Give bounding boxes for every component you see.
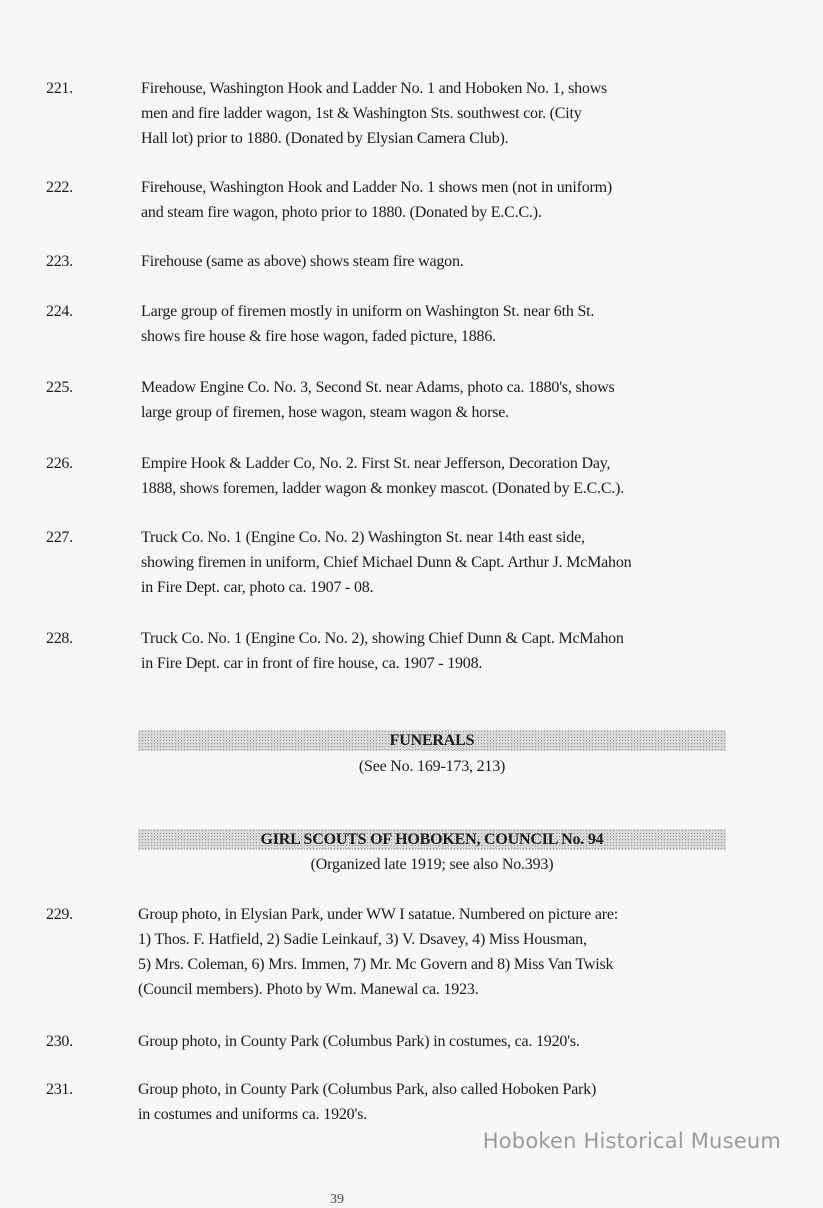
entry-number: 228.	[46, 630, 73, 647]
entry-line: Truck Co. No. 1 (Engine Co. No. 2) Washington St. near 14th east side,	[141, 529, 585, 546]
entry-description	[141, 299, 781, 349]
museum-watermark: Hoboken Historical Museum	[482, 1129, 781, 1153]
entry-number: 221.	[46, 80, 73, 97]
page-number: 39	[330, 1192, 344, 1207]
entry-line: showing firemen in uniform, Chief Michael Dunn & Capt. Arthur J. McMahon	[141, 554, 632, 571]
entry-line: (Council members). Photo by Wm. Manewal ca. 1923.	[138, 981, 479, 998]
entry-line: 1) Thos. F. Hatfield, 2) Sadie Leinkauf, 3) V. Dsavey, 4) Miss Housman,	[138, 931, 587, 948]
entry-line: men and fire ladder wagon, 1st & Washington Sts. southwest cor. (City	[141, 105, 582, 122]
entry-line: Truck Co. No. 1 (Engine Co. No. 2), showing Chief Dunn & Capt. McMahon	[141, 630, 624, 647]
entry-number: 223.	[46, 253, 73, 270]
entry-description	[138, 902, 778, 1002]
entry-line: in Fire Dept. car, photo ca. 1907 - 08.	[141, 579, 374, 596]
entry-line: shows fire house & fire hose wagon, faded picture, 1886.	[141, 328, 496, 345]
entry-description	[141, 375, 781, 425]
entry-number: 229.	[46, 906, 73, 923]
section-heading-girl-scouts: GIRL SCOUTS OF HOBOKEN, COUNCIL No. 94	[138, 829, 726, 850]
entry-description	[138, 1029, 778, 1054]
entry-line: 5) Mrs. Coleman, 6) Mrs. Immen, 7) Mr. Mc Govern and 8) Miss Van Twisk	[138, 956, 614, 973]
entry-line: Meadow Engine Co. No. 3, Second St. near Adams, photo ca. 1880's, shows	[141, 379, 615, 396]
entry-line: Empire Hook & Ladder Co, No. 2. First St. near Jefferson, Decoration Day,	[141, 455, 611, 472]
entry-line: Large group of firemen mostly in uniform on Washington St. near 6th St.	[141, 303, 595, 320]
entry-line: and steam fire wagon, photo prior to 1880. (Donated by E.C.C.).	[141, 204, 542, 221]
entry-number: 231.	[46, 1081, 73, 1098]
entry-line: Firehouse (same as above) shows steam fire wagon.	[141, 253, 464, 270]
entry-number: 227.	[46, 529, 73, 546]
entry-line: Group photo, in Elysian Park, under WW I satatue. Numbered on picture are:	[138, 906, 619, 923]
entry-line: Group photo, in County Park (Columbus Park) in costumes, ca. 1920's.	[138, 1033, 580, 1050]
entry-number: 224.	[46, 303, 73, 320]
entry-line: 1888, shows foremen, ladder wagon & monkey mascot. (Donated by E.C.C.).	[141, 480, 625, 497]
entry-description	[141, 249, 781, 274]
section-note-funerals: (See No. 169-173, 213)	[358, 758, 506, 775]
entry-number: 226.	[46, 455, 73, 472]
section-heading-funerals: FUNERALS	[138, 730, 726, 751]
entry-description	[141, 451, 781, 501]
entry-number: 230.	[46, 1033, 73, 1050]
entry-description	[141, 525, 781, 600]
entry-line: in costumes and uniforms ca. 1920's.	[138, 1106, 367, 1123]
entry-description	[141, 175, 781, 225]
entry-line: Firehouse, Washington Hook and Ladder No. 1 shows men (not in uniform)	[141, 179, 613, 196]
entry-line: Group photo, in County Park (Columbus Park, also called Hoboken Park)	[138, 1081, 597, 1098]
entry-description	[141, 626, 781, 676]
entry-line: in Fire Dept. car in front of fire house, ca. 1907 - 1908.	[141, 655, 483, 672]
entry-line: large group of firemen, hose wagon, steam wagon & horse.	[141, 404, 509, 421]
entry-number: 225.	[46, 379, 73, 396]
section-note-girl-scouts: (Organized late 1919; see also No.393)	[310, 856, 554, 873]
entry-line: Hall lot) prior to 1880. (Donated by Elysian Camera Club).	[141, 130, 509, 147]
entry-description	[138, 1077, 778, 1127]
entry-line: Firehouse, Washington Hook and Ladder No. 1 and Hoboken No. 1, shows	[141, 80, 608, 97]
entry-number: 222.	[46, 179, 73, 196]
entry-description	[141, 76, 781, 151]
